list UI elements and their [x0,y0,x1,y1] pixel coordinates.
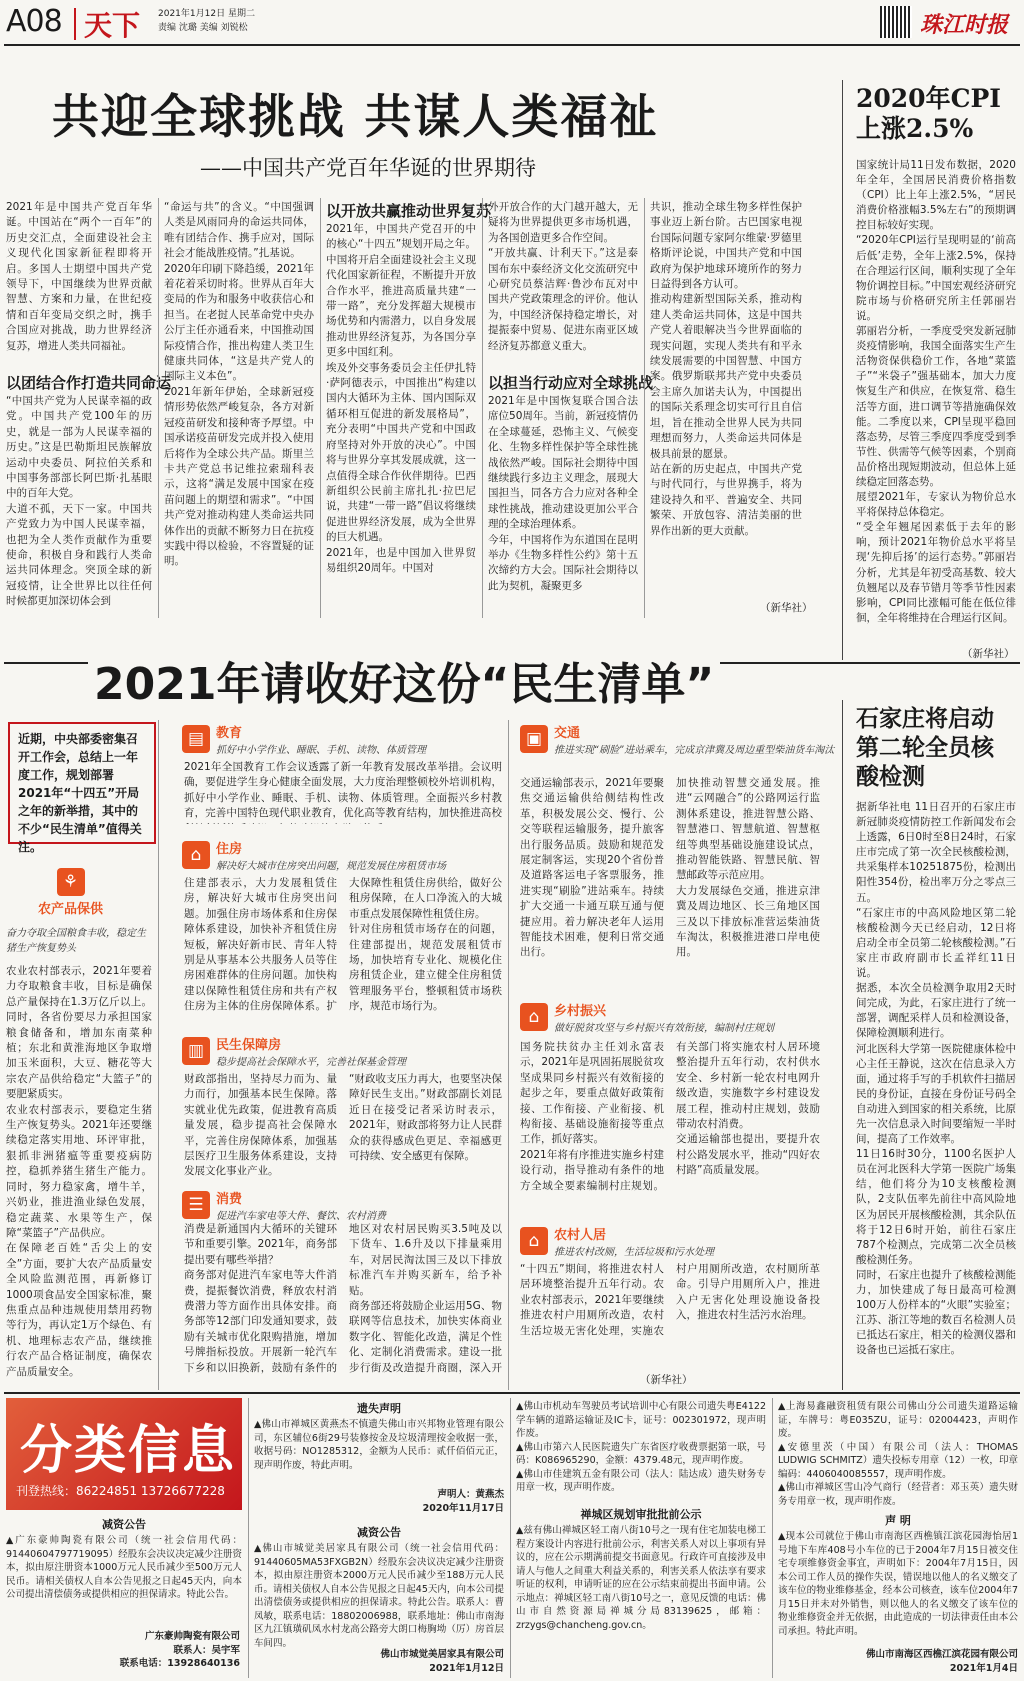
edu-subtitle: 抓好中小学作业、睡眠、手机、读物、体质管理 [216,745,426,756]
lead-col1-text: 2021年是中国共产党百年华诞。中国站在“两个一百年”的历史交汇点，全面建设社会主义现代化国家新征程即将开启。多国人士期望中国共产党领导下，中国继续为世界贡献智慧、方案和力量，在世纪疫情和百年变局交织之时，携手合国应对挑战，助力世界经济复苏，增进人类共同福祉。 [6,201,152,352]
cpi-headline: 2020年CPI上涨2.5% [856,84,1001,143]
people-credit: （新华社） [640,1374,693,1386]
sidebar-rule [842,700,843,1390]
lead-headline: 共迎全球挑战 共谋人类福祉 [52,90,659,145]
cl-col1-title: 减资公告 [102,1518,146,1531]
lead-subhead: ——中国共产党百年华诞的世界期待 [200,156,536,180]
column-rule [158,198,159,618]
lead-col2-text: “命运与共”的含义。“中国强调人类是风雨同舟的命运共同体，唯有团结合作、携手应对，国际社会才能战胜疫情。”扎基说。 2020年印刷下降趋缓，2021年着花着采切时将。世界从百年大变局的作为和服务中收获信心和担当。在老挝人民革命党中央办公厅主任亦通看来，中国推动国际疫情合作，推出构建人类卫生健康共同体，“这是共产党人的国际主义本色”。 2021年新年伊始，全球新冠疫情形势依然严峻复杂，各方对新冠疫苗研发和接种寄予厚望。中国承诺疫苗研发完成并投入使用后将作为全球公共产品。斯里兰卡共产党总书记维拉索瑞科表示，这将“满足发展中国家在疫苗问题上的期望和需求”。“中国共产党对推动构建人类命运共同体作出的贡献不断努力日在抗疫实践中得以检验，不容置疑的证明。 [164,201,314,568]
cl-col4-body: ▲现本公司就位于佛山市南海区西樵镇江滨花园海怡居1号地下车库408号小车位的已于2004年7月15日被交住宅专项维修资金事宜，声明如下：2004年7月15日，因本公司工作人员的操作失误，错误地以他人的名义缴交了该车位的物业维修基金，经本公司核查，该车位2004年7月15日并未对外销售，则以他人的名义缴交了该车位的物业维修资金并无依据，由此造成的一切法律责任由本公司承担。特此声明。 [778,1531,1018,1637]
building-icon: ▥ [182,1037,210,1065]
house-subtitle: 解决好大城市住房突出问题，规范发展住房租赁市场 [216,861,446,872]
lead-section-heading-3: 以担当行动应对全球挑战 [488,374,654,392]
classified-hotline: 刊登热线：86224851 13726677228 [16,1484,225,1498]
food-title: 农产品保供 [38,902,104,917]
column-rule [248,1398,249,1678]
traffic-title: 交通 [554,726,581,741]
lead-col3-text: 2021年，中国共产党召开的中的核心“十四五”规划开局之年。中国将开启全面建设社会主义现代化国家新征程，不断提升开放合作水平，推进高质量共建“一带一路”，充分发挥超大规模市场优势和内需潜力，以自身发展推动世界经济复苏，为各国分享更多中国红利。 埃及外交事务委员会主任伊扎特·萨阿德表示，中国推出“构建以国内大循环为主体、国内国际双循环相互促进的新发展格局”，充分表明“中国共产党和中国政府坚持对外开放的决心”。中国将与世界分享其发展成就，这一点值得全球合作伙伴期待。巴西新组织公民前主席扎扎·拉巴尼说，共建“一带一路”倡议将继续促进世界经济发展，成为全世界的巨大机遇。 2021年，也是中国加入世界贸易组织20周年。中国对 [326,223,476,574]
column-rule [510,1398,511,1678]
sjz-body: 据新华社电 11日召开的石家庄市新冠肺炎疫情防控工作新闻发布会上透露，6日0时至8日24时，石家庄市完成了第一次全民核酸检测，共采集样本10251875份，检测出阳性354份，检出率万分之零点三五。 “石家庄市的中高风险地区第二轮核酸检测今天已经启动，12日将启动全市全员第二轮核酸检测。”石家庄市政府副市长孟祥红11日说。 据悉，本次全员检测争取用2天时间完成，为此，石家庄进行了统一部署，调配采样人员和检测设备，保障检测顺利进行。 河北医科大学第一医院健康体检中心主任王静说，这次在信息录入方面，通过将手写的手机软件扫描居民的身份证，直接在身份证号码全自动进入到国家的相关系统，比原先一次信息录入时间要缩短一半时间，提高了工作效率。 11日16时30分，1100名医护人员在河北医科大学第一医院广场集结，他们将分为10支核酸检测队，2支队伍率先前往中高风险地区为居民开展核酸检测，其余队伍将于12日6时开始，前往石家庄787个检测点，完成第二次全员核酸检测任务。 同时，石家庄也提升了核酸检测能力，加快建成了每日最高可检测100万人份样本的“火眼”实验室；江苏、浙江等地的数百名检测人员已抵达石家庄，相关的检测仪器和设备也已运抵石家庄。 [856,801,1016,1357]
village-title: 乡村振兴 [554,1004,607,1019]
column-rule [320,198,321,618]
consume-body: 消费是新通国内大循环的关键环节和重要引擎。2021年，商务部提出要有哪些举措？ 商务部对促进汽车家电等大件消费，提振餐饮消费，释放农村消费潜力等方面作出具体安排。商务部等12部门印发通知要求，鼓励有关城市优化限购措施，增加号牌指标投放。开展新一轮汽车下乡和以旧换新，鼓励有条件的地区对农村居民购买3.5吨及以下货车、1.6升及以下排量乘用车，对居民淘汰国三及以下排放标准汽车并购买新车，给予补贴。 商务部还将鼓励企业运用5G、物联网等信息技术，加快实体商业数字化、智能化改造，满足个性化、定制化消费需求。建设一批步行街及改造提升商圈，深入开 [184,1223,502,1374]
lead-col4-text: 外开放合作的大门越开越大，无疑将为世界提供更多市场机遇，为各国创造更多合作空间。 “开放共赢、计利天下。”这是泰国布东中泰经济文化交流研究中心研究员蔡洁辉·鲁沙布瓦对中国共产党政策理念的评价。他认为，中国经济保持稳定增长，对提振泰中贸易、促进东南亚区域经济复苏都意义重大。 [488,201,638,352]
masthead-divider [74,8,76,40]
cl-col2-title2: 减资公告 [357,1526,401,1539]
house-title: 住房 [216,842,243,857]
column-rule [158,720,159,1390]
wheat-icon: ⚘ [57,868,85,896]
masthead-rule [4,44,1020,46]
lead-section-heading-1: 以团结合作打造共同命运 [6,374,172,392]
people-intro-box: 近期，中央部委密集召开工作会，总结上一年度工作，规划部署2021年“十四五”开局之年的新举措，其中的不少“民生清单”值得关注。 [8,722,156,844]
book-icon: ▤ [182,725,210,753]
classified-banner [6,1398,242,1510]
social-title: 民生保障房 [216,1038,282,1053]
social-subtitle: 稳步提高社会保障水平，完善社保基金管理 [216,1057,406,1068]
newspaper-logo: 珠江时报 [920,12,1009,38]
date-line: 2021年1月12日 星期二 [158,9,255,19]
cl-col3-title: 禅城区规划审批批前公示 [580,1508,702,1521]
cl-col1-sign: 广东豪帅陶瓷有限公司 联系人：吴宇军 联系电话：13928640136 [119,1631,240,1669]
lead-col4-body: 2021年是中国恢复联合国合法席位50周年。当前，新冠疫情仍在全球蔓延，恐怖主义、气候变化、生物多样性保护等全球性挑战依然严峻。国际社会期待中国继续践行多边主义理念，展现大国担当，同各方合力应对各种全球性挑战，推动建设更加公平合理的全球治理体系。 今年，中国将作为东道国在昆明举办《生物多样性公约》第十五次缔约方大会。国际社会期待以此为契机，凝聚更多 [488,395,638,592]
editors-line: 责编 沈璐 美编 刘锐松 [158,23,248,33]
rural-subtitle: 推进农村改厕，生活垃圾和污水处理 [554,1247,714,1258]
cl-col1-text: ▲广东豪帅陶瓷有限公司（统一社会信用代码：91440604797719095）经股东会决议决定减少注册资本，拟由原注册资本1000万元人民币减少至500万元人民币。请相关债权人自本公告见报之日起45天内，向本公司提出清偿债务或提供相应的担保请求。特此公告。 [6,1535,242,1600]
cl-col2-body: ▲佛山市城觉美居家具有限公司（统一社会信用代码：91440605MA53FXGB2N）经股东会决议决定减少注册资本，拟由原注册资本2000万元人民币减少至188万元人民币。请相关债权人自本公告见报之日起45天内，向本公司提出清偿债务或提供相应的担保请求。特此公告。联系人：曹凤敏，联系电话：18802006988，联系地址：佛山市南海区九江镇璜矶凤水村龙高公路旁大朗口梅胸坳（厉）房首层车间四。 [254,1543,504,1648]
food-body: 农业农村部表示，2021年要着力夺取粮食丰收，目标是确保总产量保持在1.3万亿斤以上。同时，各省份要尽力承担国家粮食储备和，增加东南菜种植；东北和黄淮海地区争取增加玉米面积，大豆、糖花等大宗农产品供给稳定“大篮子”的要肥紧质实。 农业农村部表示，要稳定生猪生产恢复势头。2021年还要继续稳定落实用地、环评审批，狠抓非洲猪瘟等重要疫病防控，稳抓养猪生猪生产能力。同时，努力稳家禽，增牛羊，兴奶业，推进渔业绿色发展，稳定蔬菜、水果等生产，保障“菜篮子”产品供应。 在保障老百姓“舌尖上的安全”方面，要扩大农产品质量安全风险监测范围，再新修订1000项食品安全国家标准，聚焦重点品种违规使用禁用药物等行为，再认定1万个绿色、有机、地理标志农产品，继续推行农产品合格证制度，确保农产品质量安全。 [6,965,152,1378]
traffic-body: 交通运输部表示，2021年要聚焦交通运输供给侧结构性改革，积极发展公交、慢行、公交等联程运输服务，提升旅客出行服务品质。鼓励和规范发展定制客运，实现20个省份普及道路客运电子客票服务，推进实现“刷脸”进站乘车。持续扩大交通一卡通互联互通与便捷应用。着力解决老年人运用智能技术困难，便利日常交通出行。 加快推动智慧交通发展。推进“云网融合”的公路网运行监测体系建设，推进智慧公路、智慧港口、智慧航道、智慧枢纽等典型基础设施建设试点，推动智能铁路、智慧民航、智慧邮政等示范应用。 大力发展绿色交通，推进京津冀及周边地区、长三角地区国三及以下排放标准营运柴油货车淘汰，积极推进港口岸电使用。 [520,777,820,959]
edu-body: 2021年全国教育工作会议透露了新一年教育发展改革举措。会议明确，要促进学生身心健康全面发展，大力度治理整顿校外培训机构，抓好中小学作业、睡眠、手机、读物、体质管理。全面振兴乡村教育，完善中国特色现代职业教育，优化高等教育结构，加快推进高校 [184,761,502,820]
cl-col3-body: ▲兹有佛山禅城区轻工南八街10号之一现有住宅加装电梯工程方案设计内容进行批前公示，利害关系人对以上事项有异议的，应在公示期满前提交书面意见。行政许可直接涉及申请人与他人之间重大利益关系的，利害关系人依法享有要求听证的权利，申请听证的应在公示结束前提出书面申请。公示地点：禅城区轻工南八街10号之一，意见反馈的电话：佛山市自然资源局禅城分局83139625，邮箱：zrzygs@chancheng.gov.cn。 [516,1525,766,1631]
qr-code-icon [880,6,912,38]
cpi-credit: （新华社） [962,648,1015,660]
lead-section-heading-2: 以开放共赢推动世界复苏 [326,202,492,220]
consume-title: 消费 [216,1192,243,1207]
cl-col4-text: ▲上海易鑫融资租赁有限公司佛山分公司遗失道路运输证，车牌号：粤E035ZU，证号：02004423，声明作废。 ▲安德里茨（中国）有限公司（法人：THOMAS LUDWIG SCHMITZ）遗失投标专用章（12）一枚，印章编码：4406040085557，现声明作废。 ▲佛山市禅城区雪山冷气商行（经营者：邓玉英）遗失财务专用章一枚，现声明作废。 [778,1401,1018,1507]
classified-brand: 分类信息 [20,1420,237,1481]
cl-col4-title: 声 明 [885,1514,911,1527]
home-icon: ⌂ [520,1227,548,1255]
village-subtitle: 做好脱贫攻坚与乡村振兴有效衔接，编制村庄规划 [554,1023,774,1034]
traffic-subtitle: 推进实现“刷脸”进站乘车，完成京津冀及周边重型柴油货车淘汰 [554,745,835,756]
sidebar-rule [842,80,843,660]
cl-col3-text: ▲佛山市机动车驾驶员考试培训中心有限公司遗失粤E4122学车辆的道路运输证及IC卡，证号：002301972，现声明作废。 ▲佛山市第六人民医院遗失广东省医疗收费票据第一联，号码：K086965290，金额：4379.48元，现声明作废。 ▲佛山市佳建筑五金有限公司（法人：陆达成）遗失财务专用章一枚，现声明作废。 [516,1401,766,1493]
rural-title: 农村人居 [554,1228,607,1243]
food-subtitle: 奋力夺取全国粮食丰收，稳定生猪生产恢复势头 [6,928,146,954]
social-body: 财政部指出，坚持尽力而为、量力而行，加强基本民生保障。落实就业优先政策，促进教育高质量发展，稳步提高社会保障水平，完善住房保障体系，加强基层医疗卫生服务体系建设，支持发展文化事业产业。 “财政收支压力再大，也要坚决保障好民生支出。”财政部副长刘昆近日在接受记者采访时表示，2021年，财政部将努力让人民群众的获得感成色更足、幸福感更可持续、安全感更有保障。 [184,1073,502,1178]
lead-col1-body: “中国共产党为人民谋幸福的政党。中国共产党100年的历史，就是一部为人民谋幸福的历史。”这是巴勒斯坦民族解放运动中央委员、阿拉伯关系和中国事务部部长阿巴斯·扎基眼中的百年大党。 大道不孤，天下一家。中国共产党致力为中国人民谋幸福，也把为全人类作贡献作为重要使命，积极自身和践行人类命运共同体理念。突顶全球的新冠疫情，让全世界比以往任何时候都更加深切体会到 [6,395,152,608]
house-icon: ⌂ [182,841,210,869]
sjz-headline: 石家庄将启动第二轮全员核酸检测 [856,705,994,790]
house-body: 住建部表示，大力发展租赁住房，解决好大城市住房突出问题。加强住房市场体系和住房保障体系建设，加快补齐租赁住房短板，解决好新市民、青年人特别是从事基本公共服务人员等住房困难群体的住房问题。加快构建以保障性租赁住房和共有产权住房为主体的住房保障体系。扩大保障性租赁住房供给，做好公租房保障，在人口净流入的大城市重点发展保障性租赁住房。 针对住房租赁市场存在的问题，住建部提出，规范发展租赁市场，加快培育专业化、规模化住房租赁企业，建立健全住房租赁管理服务平台，整顿租赁市场秩序，规范市场行为。 [184,877,502,1013]
cl-col2-sign: 声明人：黄燕杰 2020年11月17日 [422,1489,504,1514]
column-rule [482,198,483,618]
cl-col2-text: ▲佛山市禅城区黄燕杰不慎遗失佛山市兴邦物业管理有限公司，东区辅位6街29号装修按金及垃圾清理按金收据一张，收据号码：NO1285312，金额为人民币：贰仟佰佰元正，现声明作废，特此声明。 [254,1419,504,1471]
cl-col2-sign2: 佛山市城觉美居家具有限公司 2021年1月12日 [380,1649,504,1674]
lead-col5-text: 共识，推动全球生物多样性保护事业迈上新台阶。古巴国家电视台国际问题专家阿尔维蒙·罗德里格斯评论说，中国共产党和中国政府为保护地球环境所作的努力日益得到各方认可。 推动构建新型国际关系，推动构建人类命运共同体，这是中国共产党人着眼解决当今世界面临的现实问题，实现人类共有和平永续发展需要的中国智慧、中国方案。俄罗斯联邦共产党中央委员会主席久加诺夫认为，中国提出的国际关系理念切实可行且自信坦，旨在推动全世界人民为共同理想而努力，人类命运共同体是极具前景的愿景。 站在新的历史起点，中国共产党与时代同行，与世界携手，将为建设持久和平、普遍安全、共同繁荣、开放包容、清洁美丽的世界作出新的更大贡献。 [650,201,802,537]
village-icon: ⌂ [520,1003,548,1031]
receipt-icon: ☰ [182,1191,210,1219]
page-number: A08 [6,4,62,39]
lead-credit: （新华社） [760,602,813,614]
section-rule [4,1392,1020,1394]
consume-subtitle: 促进汽车家电等大件、餐饮、农村消费 [216,1211,386,1222]
column-rule [508,720,509,1390]
column-rule [772,1398,773,1678]
cl-col4-sign: 佛山市南海区西樵江滨花园有限公司 2021年1月4日 [865,1649,1018,1674]
rural-body: “十四五”期间，将推进农村人居环境整治提升五年行动。农业农村部表示，2021年要继续推进农村户用厕所改造，农村生活垃圾无害化处理，实施农村户用厕所改造，农村厕所革命。引导户用厕所入户，推进入户无害化处理设施设备投入，推进农村生活污水治理。 [520,1263,820,1337]
village-body: 国务院扶贫办主任刘永富表示，2021年是巩固拓展脱贫攻坚成果同乡村振兴有效衔接的起步之年，要重点做好政策衔接、工作衔接、产业衔接、机构衔接、基础设施衔接等重点工作，抓好落实。 2021年将有序推进实施乡村建设行动，指导推动有条件的地方全域全要素编制村庄规划。有关部门将实施农村人居环境整治提升五年行动，农村供水安全、乡村新一轮农村电网升级改造，实施数字乡村建设发展工程，推动村庄规划，鼓励带动农村消费。 交通运输部也提出，要提升农村公路发展水平，推动“四好农村路”高质量发展。 [520,1041,820,1192]
edu-title: 教育 [216,726,243,741]
column-rule [644,198,645,618]
channel-title: 天下 [84,9,141,42]
bus-icon: ▣ [520,725,548,753]
people-headline: 2021年请收好这份“民生清单” [88,648,720,712]
cpi-body: 国家统计局11日发布数据，2020年全年，全国居民消费价格指数（CPI）比上年上涨2.5%，“居民消费价格涨幅3.5%左右”的预期调控目标较好实现。 “2020年CPI运行呈现明显的‘前高后低’走势，全年上涨2.5%，保持在合理运行区间，顺利实现了全年物价调控目标。”中国宏观经济研究院市场与价格研究所主任郭丽岩说。 郭丽岩分析，一季度受突发新冠肺炎疫情影响，我国全面落实生产生活物资保供稳价工作，各地“菜篮子”“米袋子”强基础本，加大力度恢复生产和供应，在恢复常、稳生活等方面，进口调节等措施确保效能。二季度以来，CPI呈现平稳回落态势，尽管三季度四季度受到季节性、供需等气候等因素，个别商品价格出现短期波动，但总体上延续稳定回落态势。 展望2021年，专家认为物价总水平将保持总体稳定。 “受全年翘尾因素低于去年的影响，预计2021年物价总水平将呈现‘先抑后扬’的运行态势。”郭丽岩分析，尤其是年初受高基数、较大负翘尾以及春节错月等季节性因素影响，CPI同比涨幅可能在低位徘徊，全年将维持在合理运行区间。 [856,159,1016,624]
cl-col2-title: 遗失声明 [357,1402,401,1415]
